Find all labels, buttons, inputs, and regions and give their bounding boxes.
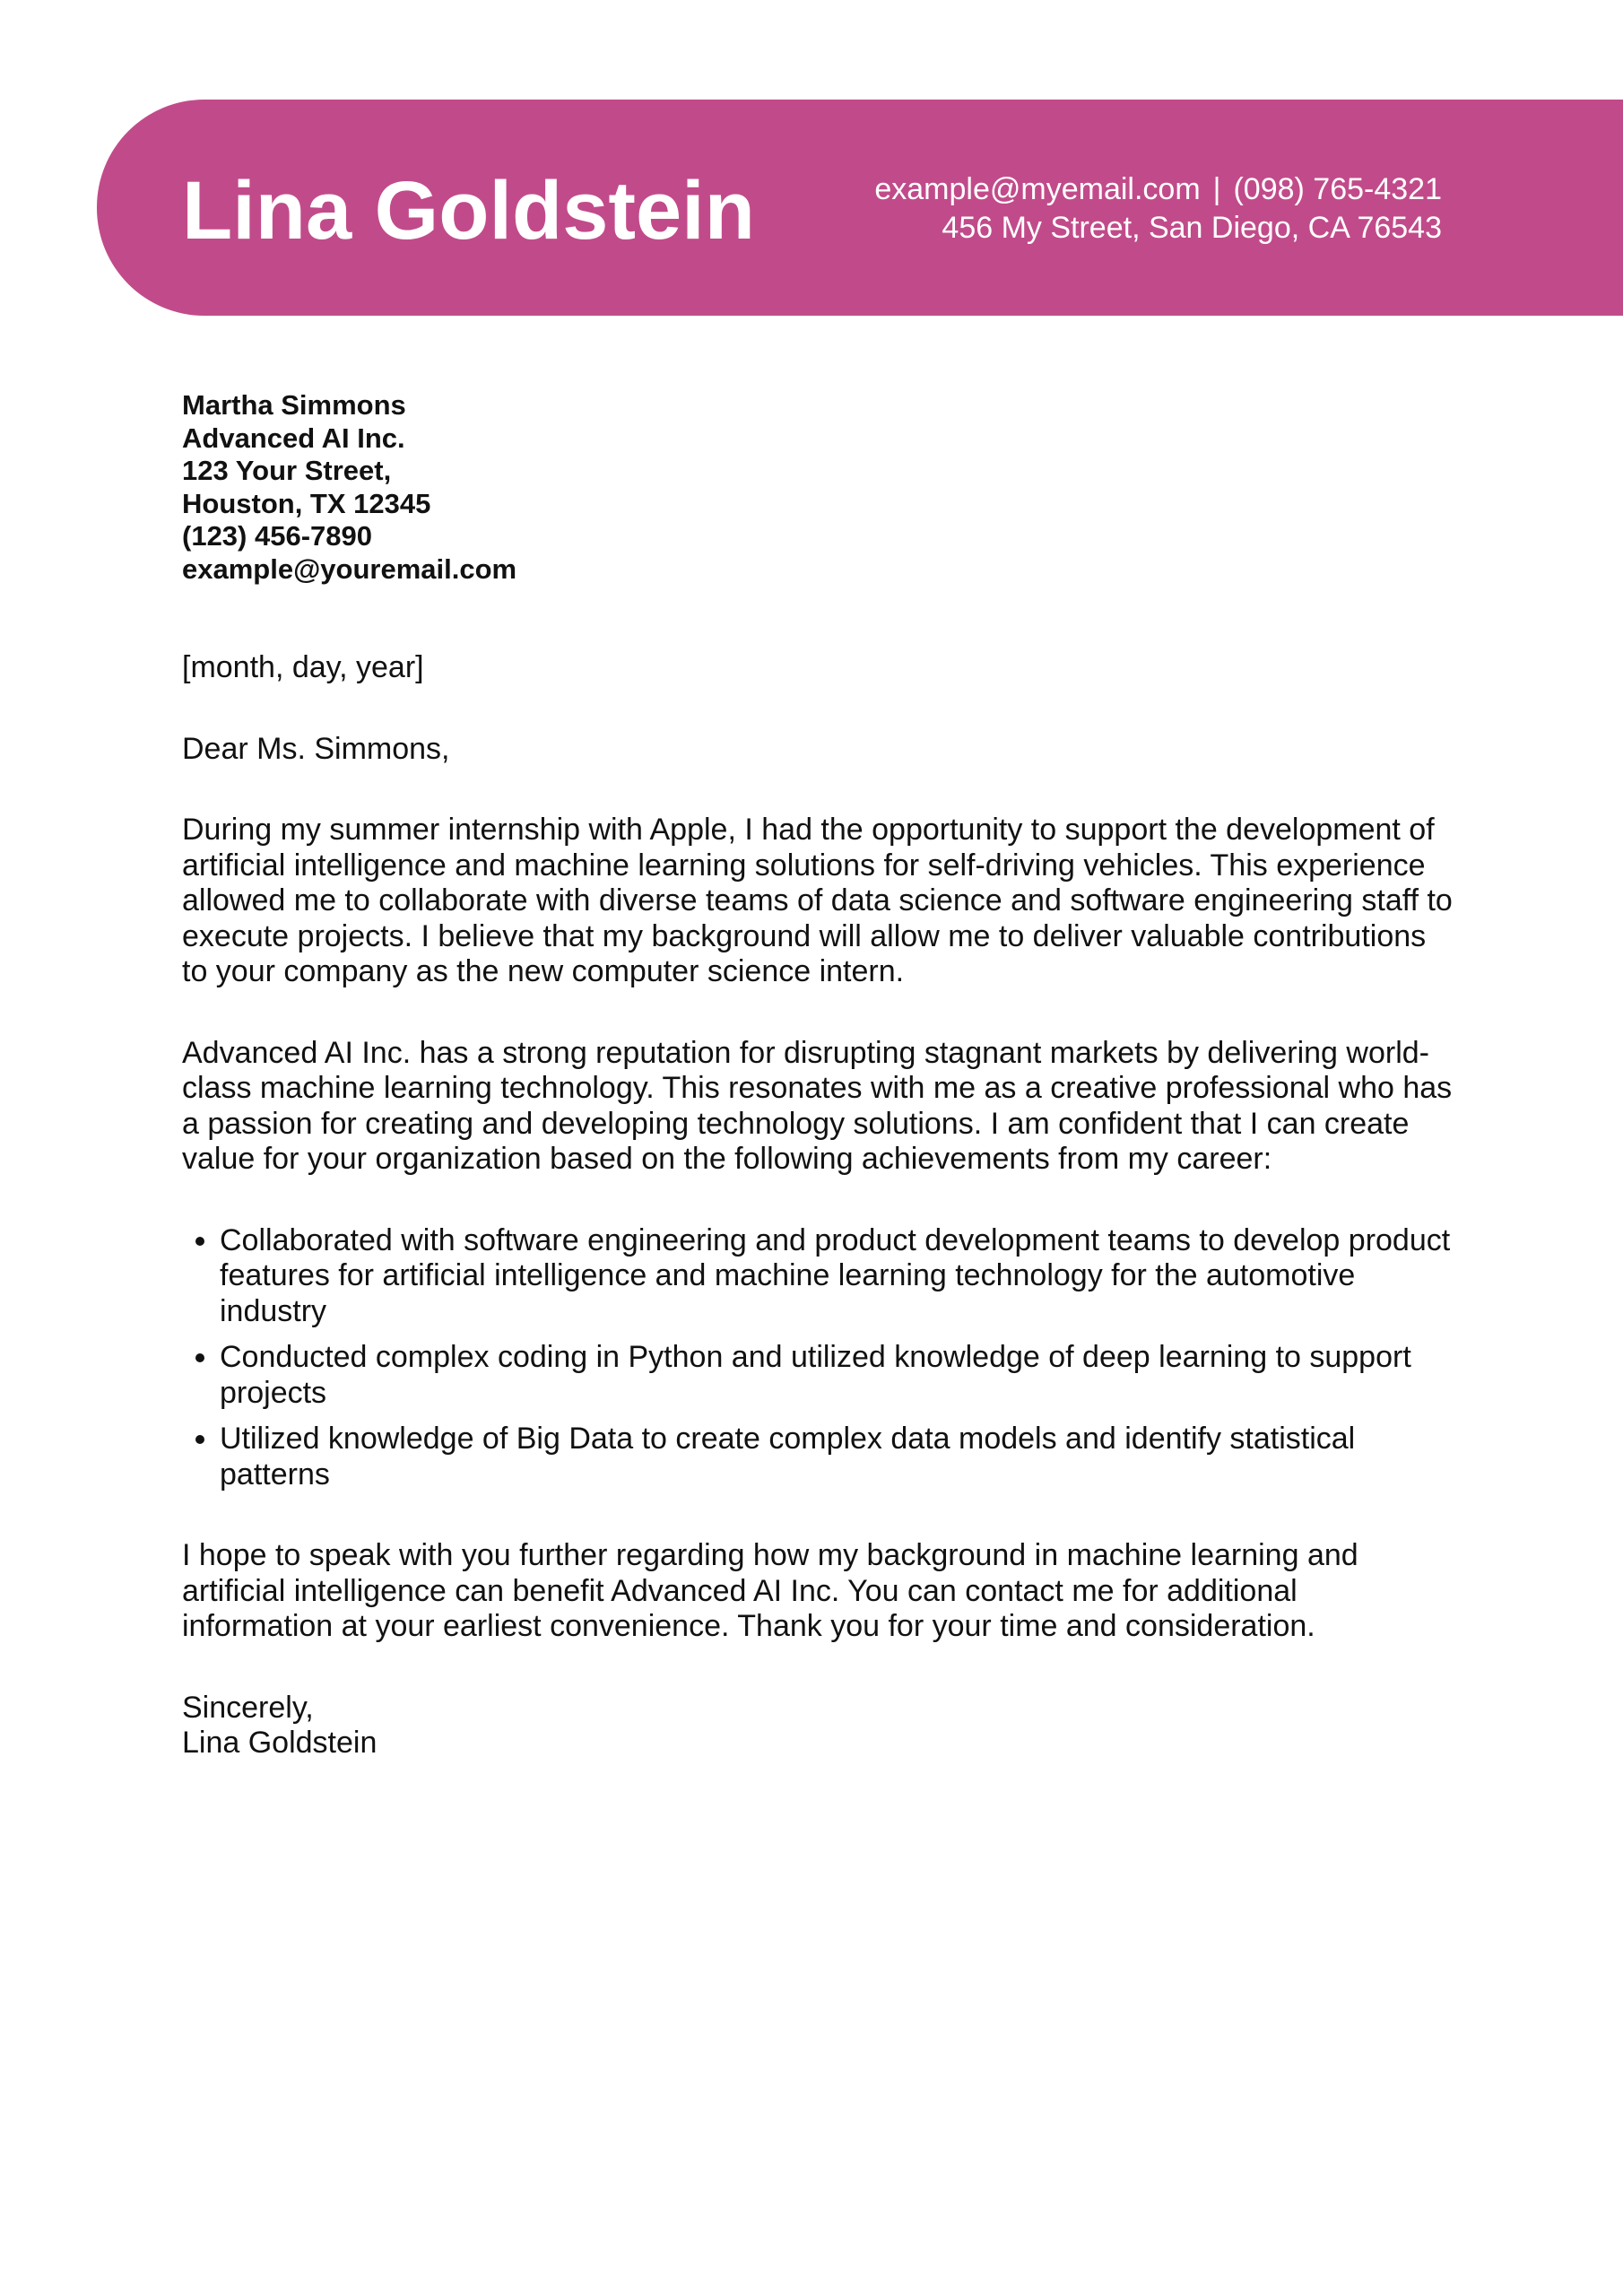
sender-contact-line-1 — [874, 170, 1442, 209]
recipient-street: 123 Your Street, — [182, 455, 392, 486]
signoff-block — [182, 1691, 1455, 1761]
letter-paragraph-2: Advanced AI Inc. has a strong reputation for disrupting stagnant markets by delivering world-class machine learning technology. This resonates with me as a creative professional who has a passion for creating and developing technology solutions. I am confident that I can create value for your organization based on the following achievements from my career: — [182, 1035, 1453, 1176]
letter-paragraph-1: During my summer internship with Apple, I had the opportunity to support the development of artificial intelligence and machine learning solutions for self-driving vehicles. This experience allowed me to collaborate with diverse teams of data science and software engineering staff to execute projects. I believe that my background will allow me to deliver valuable contributions to your company as the new computer science intern. — [182, 813, 1453, 988]
list-item: • Conducted complex coding in Python and utilized knowledge of deep learning to support projects — [220, 1340, 1455, 1411]
list-item: • Utilized knowledge of Big Data to create complex data models and identify statistical patterns — [220, 1422, 1455, 1492]
recipient-company: Advanced AI Inc. — [182, 422, 405, 454]
letter-body — [182, 650, 1455, 1761]
achievements-list — [182, 1223, 1455, 1493]
sender-phone[interactable]: (098) 765-4321 — [1233, 172, 1442, 206]
letter-salutation: Dear Ms. Simmons, — [182, 731, 450, 766]
letter-closing-paragraph: I hope to speak with you further regarding how my background in machine learning and artificial intelligence can benefit Advanced AI Inc. You can contact me for additional information at your earliest convenience. Thank you for your time and consideration. — [182, 1538, 1358, 1643]
recipient-block — [182, 389, 516, 586]
sender-address: 456 My Street, San Diego, CA 76543 — [942, 211, 1442, 245]
recipient-email[interactable]: example@youremail.com — [182, 552, 517, 585]
sender-contact — [874, 170, 1442, 248]
signoff: Sincerely, — [182, 1690, 314, 1725]
sender-email[interactable]: example@myemail.com — [874, 172, 1201, 206]
contact-separator: | — [1212, 172, 1221, 206]
list-item: • Collaborated with software engineering and product development teams to develop product features for artificial intelligence and machine learning technology for the automotive industry — [220, 1223, 1455, 1330]
recipient-phone[interactable]: (123) 456-7890 — [182, 520, 372, 552]
letter-date: [month, day, year] — [182, 650, 424, 684]
recipient-city: Houston, TX 12345 — [182, 487, 431, 519]
sender-name: Lina Goldstein — [182, 165, 755, 257]
signature-name: Lina Goldstein — [182, 1726, 378, 1760]
recipient-name: Martha Simmons — [182, 389, 406, 421]
